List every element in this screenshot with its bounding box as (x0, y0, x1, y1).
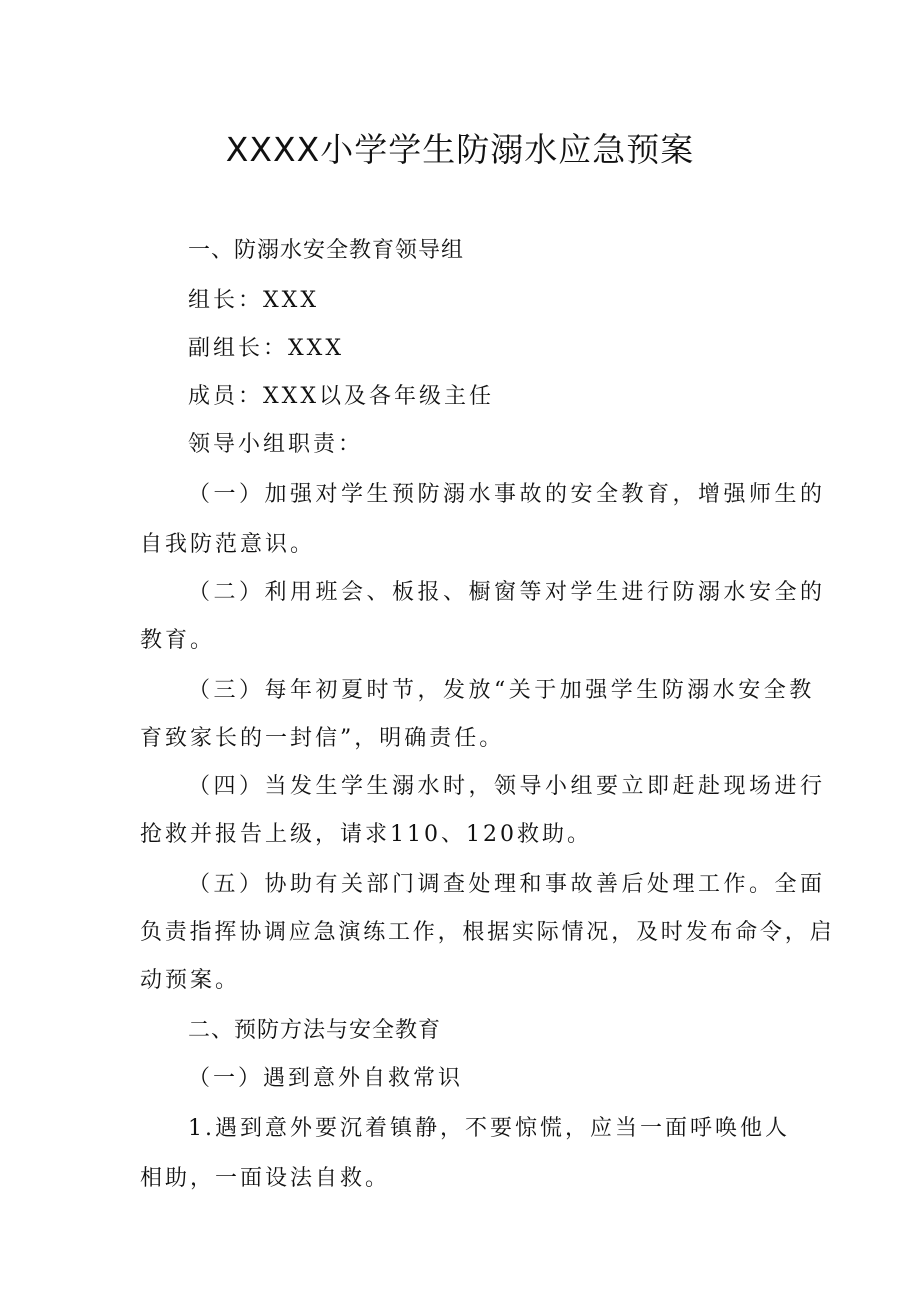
duty-1-line-2: 自我防范意识。 (140, 532, 316, 557)
leader-line: 组长：XXX (188, 288, 319, 313)
section-heading-leadership-group: 一、防溺水安全教育领导组 (188, 238, 465, 263)
duty-2-line-1: （二）利用班会、板报、橱窗等对学生进行防溺水安全的 (188, 580, 826, 605)
duty-2-line-2: 教育。 (140, 628, 216, 653)
duty-5-line-2: 负责指挥协调应急演练工作，根据实际情况，及时发布命令，启 (140, 920, 835, 945)
duty-5-line-3: 动预案。 (140, 968, 241, 993)
item-1-line-2: 相助，一面设法自救。 (140, 1166, 391, 1191)
deputy-leader-line: 副组长：XXX (188, 336, 344, 361)
duty-4-line-1: （四）当发生学生溺水时，领导小组要立即赶赴现场进行 (188, 774, 826, 799)
section-heading-prevention: 二、预防方法与安全教育 (188, 1018, 442, 1043)
subsection-self-rescue: （一）遇到意外自救常识 (188, 1066, 464, 1091)
item-1-line-1: 1.遇到意外要沉着镇静，不要惊慌，应当一面呼唤他人 (188, 1116, 790, 1141)
duty-3-line-2: 育致家长的一封信”，明确责任。 (140, 726, 505, 751)
duties-label: 领导小组职责： (188, 432, 364, 457)
duty-3-line-1: （三）每年初夏时节，发放“关于加强学生防溺水安全教 (188, 678, 815, 703)
duty-1-line-1: （一）加强对学生预防溺水事故的安全教育，增强师生的 (188, 482, 826, 507)
duty-4-line-2: 抢救并报告上级，请求110、120救助。 (140, 822, 592, 847)
duty-5-line-1: （五）协助有关部门调查处理和事故善后处理工作。全面 (188, 872, 826, 897)
members-line: 成员：XXX以及各年级主任 (188, 384, 494, 409)
document-title: XXXX小学学生防溺水应急预案 (225, 130, 695, 169)
